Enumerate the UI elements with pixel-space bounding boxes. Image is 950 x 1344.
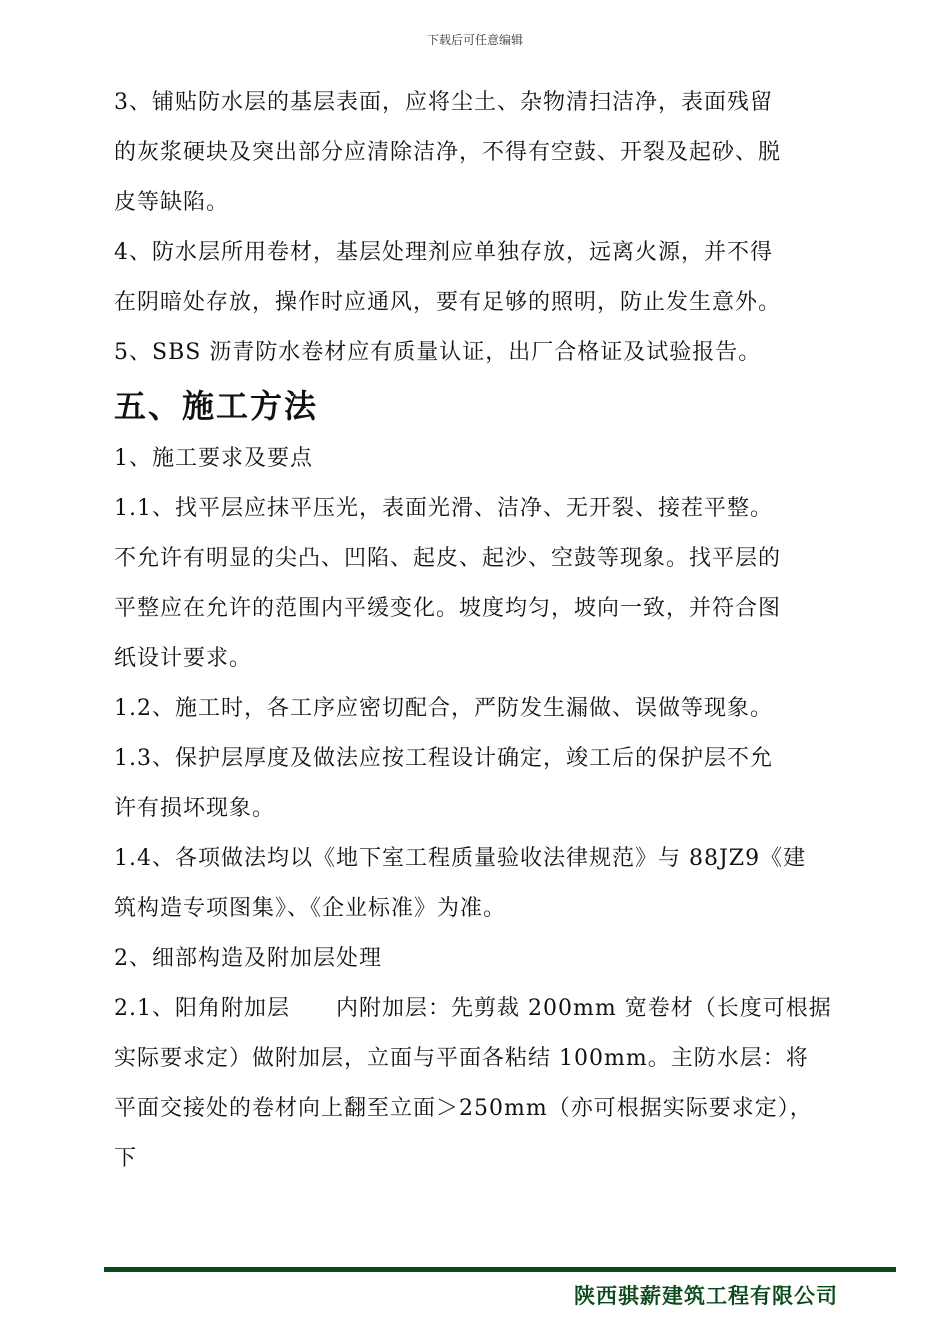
paragraph-line: 1.1、找平层应抹平压光，表面光滑、洁净、无开裂、接茬平整。 (114, 496, 773, 521)
paragraph-line: 平面交接处的卷材向上翻至立面＞250mm（亦可根据实际要求定）， (114, 1096, 813, 1121)
paragraph-line: 纸设计要求。 (114, 646, 253, 671)
paragraph-line: 下 (114, 1146, 138, 1171)
paragraph-line: 1.2、施工时，各工序应密切配合，严防发生漏做、误做等现象。 (114, 696, 773, 721)
paragraph-line: 皮等缺陷。 (114, 190, 230, 215)
paragraph-line: 实际要求定）做附加层，立面与平面各粘结 100mm。主防水层：将 (114, 1046, 809, 1071)
paragraph-line: 1.3、保护层厚度及做法应按工程设计确定，竣工后的保护层不允 (114, 746, 773, 771)
paragraph-line: 在阴暗处存放，操作时应通风，要有足够的照明，防止发生意外。 (114, 290, 782, 315)
paragraph-line: 1.4、各项做法均以《地下室工程质量验收法律规范》与 88JZ9《建 (114, 846, 807, 871)
paragraph-line: 2.1、阳角附加层 内附加层：先剪裁 200mm 宽卷材（长度可根据 (114, 996, 832, 1021)
paragraph-line: 不允许有明显的尖凸、凹陷、起皮、起沙、空鼓等现象。找平层的 (114, 546, 782, 571)
paragraph-line: 的灰浆硬块及突出部分应清除洁净，不得有空鼓、开裂及起砂、脱 (114, 140, 782, 165)
document-body (114, 78, 874, 1184)
paragraph-line: 平整应在允许的范围内平缓变化。坡度均匀，坡向一致，并符合图 (114, 596, 782, 621)
paragraph-line: 5、SBS 沥青防水卷材应有质量认证，出厂合格证及试验报告。 (114, 340, 762, 365)
section-heading: 五、施工方法 (114, 387, 319, 425)
subsection-heading: 1、施工要求及要点 (114, 446, 313, 471)
paragraph-line: 3、铺贴防水层的基层表面，应将尘土、杂物清扫洁净，表面残留 (114, 90, 773, 115)
paragraph-line: 许有损坏现象。 (114, 796, 276, 821)
header-note: 下载后可任意编辑 (426, 33, 523, 47)
paragraph-line: 4、防水层所用卷材，基层处理剂应单独存放，远离火源，并不得 (114, 240, 773, 265)
company-name: 陕西骐薪建筑工程有限公司 (574, 1283, 838, 1308)
footer-divider (104, 1267, 896, 1272)
paragraph-line: 筑构造专项图集》、《企业标准》为准。 (114, 896, 507, 921)
subsection-heading: 2、细部构造及附加层处理 (114, 946, 382, 971)
